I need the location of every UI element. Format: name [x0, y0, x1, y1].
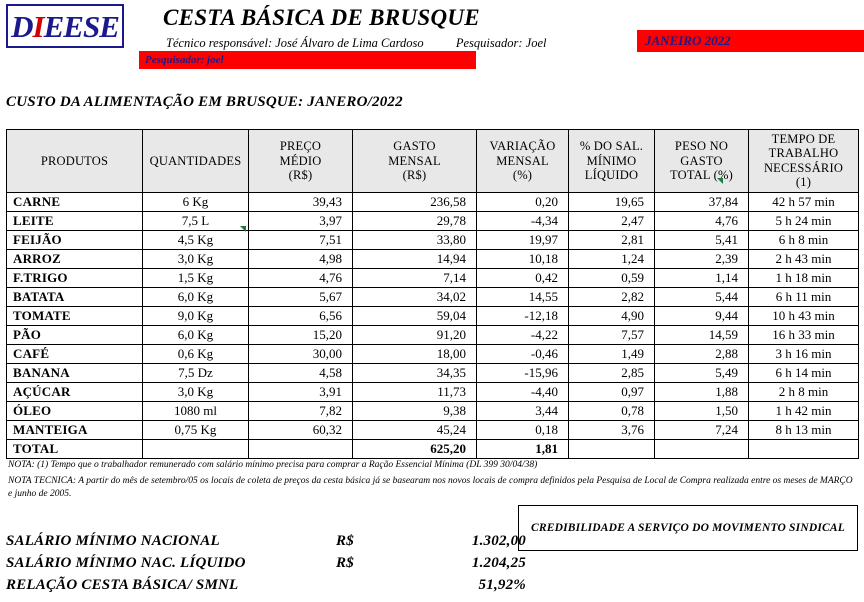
cell-quantidade: 1,5 Kg: [143, 268, 249, 287]
table-row: [7, 344, 859, 363]
cell-variacao: 3,44: [477, 401, 569, 420]
cell-quantidade: 6,0 Kg: [143, 287, 249, 306]
cell-gasto: 14,94: [353, 249, 477, 268]
cell-gasto: 7,14: [353, 268, 477, 287]
cell-variacao: -15,96: [477, 363, 569, 382]
cell-tempo: 6 h 14 min: [749, 363, 859, 382]
slogan-text: CREDIBILIDADE A SERVIÇO DO MOVIMENTO SINDICAL: [531, 522, 845, 534]
cell-tempo: 3 h 16 min: [749, 344, 859, 363]
cell-tempo: 10 h 43 min: [749, 306, 859, 325]
table-row: [7, 249, 859, 268]
cell-perc-salario: 3,76: [569, 420, 655, 439]
cell-variacao: 14,55: [477, 287, 569, 306]
cell-total-empty: [569, 439, 655, 458]
table-head: [7, 130, 859, 193]
cell-perc-salario: 0,78: [569, 401, 655, 420]
cell-quantidade: 6 Kg: [143, 192, 249, 211]
cell-tempo: 6 h 11 min: [749, 287, 859, 306]
footer-summary: [6, 530, 858, 596]
col-gasto-mensal: GASTO MENSAL (R$): [353, 130, 477, 193]
footer-row-currency: R$: [336, 554, 354, 571]
cell-total-empty: [655, 439, 749, 458]
cell-peso: 5,44: [655, 287, 749, 306]
cell-perc-salario: 1,49: [569, 344, 655, 363]
cell-produto: CAFÉ: [7, 344, 143, 363]
footer-row-value: 51,92%: [478, 576, 526, 593]
cell-variacao: 0,18: [477, 420, 569, 439]
cell-preco: 7,51: [249, 230, 353, 249]
cell-perc-salario: 2,47: [569, 211, 655, 230]
cell-preco: 7,82: [249, 401, 353, 420]
dieese-logo: [6, 4, 124, 48]
dieese-logo-text: DIEESE: [11, 8, 119, 44]
cell-quantidade: 1080 ml: [143, 401, 249, 420]
cell-tempo: 5 h 24 min: [749, 211, 859, 230]
cell-perc-salario: 1,24: [569, 249, 655, 268]
month-banner: JANEIRO 2022: [637, 30, 864, 52]
section-heading: CUSTO DA ALIMENTAÇÃO EM BRUSQUE: JANERO/2022: [6, 94, 403, 110]
note-2: NOTA TECNICA: A partir do mês de setembro/05 os locais de coleta de preços da cesta básica já se basearam nos novos locais de compra definidos pela Pesquisa de Local de Compra realizada entre os meses de MARÇO e junho de 2005.: [8, 475, 853, 499]
cell-produto: ARROZ: [7, 249, 143, 268]
footer-row-label: RELAÇÃO CESTA BÁSICA/ SMNL: [6, 576, 239, 593]
cell-produto: BANANA: [7, 363, 143, 382]
cell-variacao: 0,42: [477, 268, 569, 287]
cell-tempo: 16 h 33 min: [749, 325, 859, 344]
cell-produto: LEITE: [7, 211, 143, 230]
cell-variacao: -4,34: [477, 211, 569, 230]
cell-tempo: 8 h 13 min: [749, 420, 859, 439]
cell-perc-salario: 19,65: [569, 192, 655, 211]
footer-row-label: SALÁRIO MÍNIMO NACIONAL: [6, 532, 220, 549]
cell-peso: 1,88: [655, 382, 749, 401]
cell-total-gasto: 625,20: [353, 439, 477, 458]
cell-perc-salario: 2,81: [569, 230, 655, 249]
cell-preco: 3,91: [249, 382, 353, 401]
cell-gasto: 34,02: [353, 287, 477, 306]
cell-gasto: 11,73: [353, 382, 477, 401]
footer-row: [6, 552, 858, 574]
cell-peso: 1,50: [655, 401, 749, 420]
cell-quantidade: 0,75 Kg: [143, 420, 249, 439]
cell-produto: FEIJÃO: [7, 230, 143, 249]
col-tempo-trabalho: TEMPO DE TRABALHO NECESSÁRIO (1): [749, 130, 859, 193]
cell-gasto: 29,78: [353, 211, 477, 230]
cell-gasto: 33,80: [353, 230, 477, 249]
cell-produto: ÓLEO: [7, 401, 143, 420]
cell-perc-salario: 4,90: [569, 306, 655, 325]
table-row: [7, 268, 859, 287]
cell-produto: TOMATE: [7, 306, 143, 325]
cell-preco: 6,56: [249, 306, 353, 325]
cell-produto: MANTEIGA: [7, 420, 143, 439]
table-row: [7, 211, 859, 230]
cell-peso: 2,39: [655, 249, 749, 268]
cell-preco: 60,32: [249, 420, 353, 439]
cell-peso: 5,49: [655, 363, 749, 382]
cell-variacao: -12,18: [477, 306, 569, 325]
footer-row: [6, 530, 858, 552]
cell-gasto: 236,58: [353, 192, 477, 211]
table-row: [7, 382, 859, 401]
cell-peso: 1,14: [655, 268, 749, 287]
col-preco-medio: PREÇO MÉDIO (R$): [249, 130, 353, 193]
table-body: [7, 192, 859, 458]
cell-variacao: 19,97: [477, 230, 569, 249]
col-quantidades: QUANTIDADES: [143, 130, 249, 193]
cell-variacao: 0,20: [477, 192, 569, 211]
footer-row-currency: R$: [336, 532, 354, 549]
cell-variacao: -0,46: [477, 344, 569, 363]
cell-produto: AÇÚCAR: [7, 382, 143, 401]
cell-perc-salario: 2,82: [569, 287, 655, 306]
cell-comment-marker-icon: [240, 226, 246, 232]
cell-perc-salario: 0,59: [569, 268, 655, 287]
pesquisador-label: Pesquisador: Joel: [455, 36, 547, 50]
footer-row-value: 1.204,25: [471, 554, 526, 571]
cell-quantidade: 0,6 Kg: [143, 344, 249, 363]
cell-peso: 4,76: [655, 211, 749, 230]
cell-quantidade: 9,0 Kg: [143, 306, 249, 325]
cell-total-label: TOTAL: [7, 439, 143, 458]
cell-variacao: -4,22: [477, 325, 569, 344]
cell-peso: 14,59: [655, 325, 749, 344]
cell-total-empty: [249, 439, 353, 458]
table-row: [7, 363, 859, 382]
cell-peso: 5,41: [655, 230, 749, 249]
table-row: [7, 230, 859, 249]
cell-total-empty: [749, 439, 859, 458]
table-row: [7, 325, 859, 344]
cell-preco: 30,00: [249, 344, 353, 363]
cell-peso: 37,84: [655, 192, 749, 211]
cell-tempo: 1 h 42 min: [749, 401, 859, 420]
cell-produto: PÃO: [7, 325, 143, 344]
note-1: NOTA: (1) Tempo que o trabalhador remunerado com salário mínimo precisa para comprar a Ração Essencial Mínima (DL 399 30/04/38): [8, 460, 538, 470]
footer-row-label: SALÁRIO MÍNIMO NAC. LÍQUIDO: [6, 554, 246, 571]
cell-tempo: 1 h 18 min: [749, 268, 859, 287]
cell-tempo: 2 h 8 min: [749, 382, 859, 401]
cost-table: [6, 129, 859, 459]
cell-produto: F.TRIGO: [7, 268, 143, 287]
col-peso-gasto-total: PESO NO GASTO TOTAL (%): [655, 130, 749, 193]
cell-gasto: 9,38: [353, 401, 477, 420]
cell-perc-salario: 2,85: [569, 363, 655, 382]
cell-quantidade: 3,0 Kg: [143, 382, 249, 401]
cell-tempo: 42 h 57 min: [749, 192, 859, 211]
page-title: CESTA BÁSICA DE BRUSQUE: [163, 5, 480, 30]
cell-preco: 5,67: [249, 287, 353, 306]
table-row: [7, 306, 859, 325]
cell-preco: 4,58: [249, 363, 353, 382]
table-row: [7, 192, 859, 211]
cell-tempo: 2 h 43 min: [749, 249, 859, 268]
cell-gasto: 59,04: [353, 306, 477, 325]
document-header: [0, 0, 864, 92]
cell-peso: 9,44: [655, 306, 749, 325]
cell-variacao: -4,40: [477, 382, 569, 401]
table-row: [7, 420, 859, 439]
cell-preco: 4,98: [249, 249, 353, 268]
footer-row-value: 1.302,00: [471, 532, 526, 549]
cell-quantidade: 6,0 Kg: [143, 325, 249, 344]
cost-table-container: [6, 129, 858, 459]
cell-gasto: 18,00: [353, 344, 477, 363]
cell-comment-marker-icon: [717, 178, 723, 184]
cell-gasto: 34,35: [353, 363, 477, 382]
footer-row: [6, 574, 858, 596]
cell-peso: 7,24: [655, 420, 749, 439]
cell-gasto: 45,24: [353, 420, 477, 439]
col-perc-salario-minimo: % DO SAL. MÍNIMO LÍQUIDO: [569, 130, 655, 193]
cell-peso: 2,88: [655, 344, 749, 363]
table-row: [7, 401, 859, 420]
cell-tempo: 6 h 8 min: [749, 230, 859, 249]
notes-block: [8, 459, 854, 502]
cell-preco: 15,20: [249, 325, 353, 344]
cell-produto: CARNE: [7, 192, 143, 211]
cell-variacao: 10,18: [477, 249, 569, 268]
cell-total-empty: [143, 439, 249, 458]
cell-quantidade: 4,5 Kg: [143, 230, 249, 249]
col-variacao-mensal: VARIAÇÃO MENSAL (%): [477, 130, 569, 193]
cell-total-variacao: 1,81: [477, 439, 569, 458]
cell-preco: 3,97: [249, 211, 353, 230]
cell-produto: BATATA: [7, 287, 143, 306]
cell-preco: 39,43: [249, 192, 353, 211]
table-row: [7, 287, 859, 306]
cell-perc-salario: 7,57: [569, 325, 655, 344]
table-header-row: [7, 130, 859, 193]
cell-preco: 4,76: [249, 268, 353, 287]
cell-quantidade: 7,5 L: [143, 211, 249, 230]
credits-line: [166, 36, 546, 51]
researcher-banner: Pesquisador: joel: [139, 51, 476, 69]
cell-quantidade: 7,5 Dz: [143, 363, 249, 382]
cell-gasto: 91,20: [353, 325, 477, 344]
table-total-row: [7, 439, 859, 458]
cell-perc-salario: 0,97: [569, 382, 655, 401]
col-produtos: PRODUTOS: [7, 130, 143, 193]
responsavel-label: Técnico responsável: José Álvaro de Lima Cardoso: [166, 36, 424, 50]
cell-quantidade: 3,0 Kg: [143, 249, 249, 268]
